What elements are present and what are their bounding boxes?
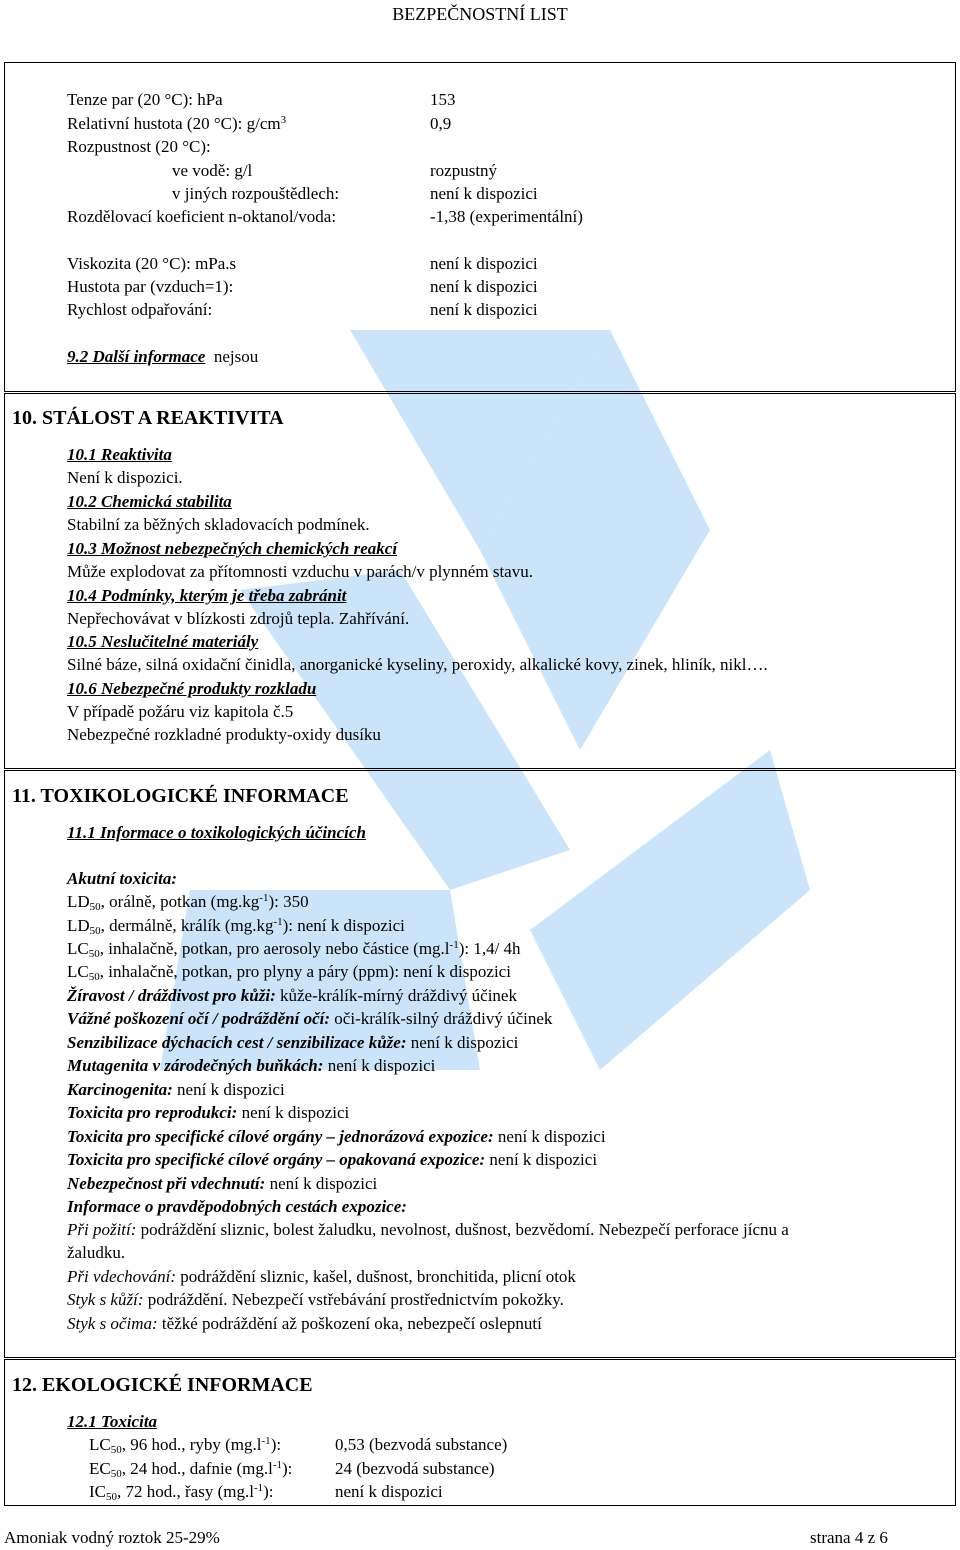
partition-coefficient-value: -1,38 (experimentální) [430, 207, 583, 226]
evaporation-rate-label: Rychlost odpařování: [67, 300, 213, 319]
ec50-daphnia-value: 24 (bezvodá substance) [335, 1459, 495, 1478]
section-10-title: 10. STÁLOST A REAKTIVITA [12, 407, 284, 429]
partition-coefficient-label: Rozdělovací koeficient n-oktanol/voda: [67, 207, 337, 226]
solubility-water-value: rozpustný [430, 161, 498, 180]
stot-repeated: Toxicita pro specifické cílové orgány – opakovaná expozice: není k dispozici [67, 1150, 598, 1169]
vapour-pressure-value: 153 [430, 90, 456, 109]
incompatible-materials-heading: 10.5 Neslučitelné materiály [67, 632, 259, 651]
ic50-algae-value: není k dispozici [335, 1482, 443, 1501]
vapour-density-label: Hustota par (vzduch=1): [67, 277, 234, 296]
solubility-other-label: v jiných rozpouštědlech: [172, 184, 340, 203]
carcinogenicity: Karcinogenita: není k dispozici [67, 1080, 285, 1099]
vapour-density-value: není k dispozici [430, 277, 538, 296]
incompatible-materials-text: Silné báze, silná oxidační činidla, anorganické kyseliny, peroxidy, alkalické kovy, zinek, hliník, nikl…. [67, 655, 768, 674]
solubility-label: Rozpustnost (20 °C): [67, 137, 211, 156]
ic50-algae-label: $IC_{50}$, 72 hod., řasy $(mg.l^{-1})$: [89, 1482, 274, 1503]
ecotoxicity-heading: 12.1 Toxicita [67, 1412, 158, 1431]
skin-corrosion: Žíravost / dráždivost pro kůži: kůže-králík-mírný dráždivý účinek [67, 986, 517, 1005]
decomposition-products-heading: 10.6 Nebezpečné produkty rozkladu [67, 679, 317, 698]
relative-density-value: 0,9 [430, 114, 452, 133]
route-ingestion-cont: žaludku. [67, 1243, 126, 1262]
footer-product-name: Amoniak vodný roztok 25-29% [4, 1528, 220, 1547]
route-inhalation: Při vdechování: podráždění sliznic, kašel, dušnost, bronchitida, plicní otok [67, 1267, 576, 1286]
route-ingestion: Při požití: podráždění sliznic, bolest žaludku, nevolnost, dušnost, bezvědomí. Nebezpečí perforace jícnu a [67, 1220, 789, 1239]
hazardous-reactions-heading: 10.3 Možnost nebezpečných chemických reakcí [67, 539, 398, 558]
route-eyes: Styk s očima: těžké podráždění až poškození oka, nebezpečí oslepnutí [67, 1314, 542, 1333]
acute-toxicity-label: Akutní toxicita: [67, 869, 178, 888]
reproductive-toxicity: Toxicita pro reprodukci: není k dispozici [67, 1103, 350, 1122]
document-header: BEZPEČNOSTNÍ LIST [392, 4, 568, 24]
lc50-fish-value: 0,53 (bezvodá substance) [335, 1435, 508, 1454]
stability-text: Stabilní za běžných skladovacích podmínek. [67, 515, 370, 534]
conditions-to-avoid-text: Nepřechovávat v blízkosti zdrojů tepla. Zahřívání. [67, 609, 410, 628]
vapour-pressure-label: Tenze par (20 °C): hPa [67, 90, 223, 109]
sensitisation: Senzibilizace dýchacích cest / senzibilizace kůže: není k dispozici [67, 1033, 519, 1052]
lc50-fish-label: $LC_{50}$, 96 hod., ryby $(mg.l^{-1})$: [89, 1435, 282, 1456]
decomposition-products-text: Nebezpečné rozkladné produkty-oxidy dusíku [67, 725, 381, 744]
route-skin: Styk s kůží: podráždění. Nebezpečí vstřebávání prostřednictvím pokožky. [67, 1290, 564, 1309]
reactivity-text: Není k dispozici. [67, 468, 183, 487]
aspiration-hazard: Nebezpečnost při vdechnutí: není k dispozici [67, 1174, 378, 1193]
viscosity-label: Viskozita (20 °C): mPa.s [67, 254, 237, 273]
section-12-title: 12. EKOLOGICKÉ INFORMACE [12, 1374, 313, 1396]
lc50-aerosol: $LC_{50}$, inhalačně, potkan, pro aerosoly nebo částice $(mg.l^{-1})$: 1,4/ 4h [67, 939, 521, 960]
mutagenicity: Mutagenita v zárodečných buňkách: není k dispozici [67, 1056, 436, 1075]
conditions-to-avoid-heading: 10.4 Podmínky, kterým je třeba zabránit [67, 586, 347, 605]
stot-single: Toxicita pro specifické cílové orgány – jednorázová expozice: není k dispozici [67, 1127, 606, 1146]
eye-damage: Vážné poškození očí / podráždění očí: oči-králík-silný dráždivý účinek [67, 1009, 553, 1028]
evaporation-rate-value: není k dispozici [430, 300, 538, 319]
viscosity-value: není k dispozici [430, 254, 538, 273]
toxicology-heading: 11.1 Informace o toxikologických účincích [67, 823, 366, 842]
ec50-daphnia-label: $EC_{50}$, 24 hod., dafnie $(mg.l^{-1})$: [89, 1459, 293, 1480]
reactivity-heading: 10.1 Reaktivita [67, 445, 172, 464]
exposure-routes-label: Informace o pravděpodobných cestách expozice: [67, 1197, 407, 1216]
hazardous-reactions-text: Může explodovat za přítomnosti vzduchu v parách/v plynném stavu. [67, 562, 533, 581]
solubility-other-value: není k dispozici [430, 184, 538, 203]
ld50-dermal: $LD_{50}$, dermálně, králík $(mg.kg^{-1})$: není k dispozici [67, 916, 405, 937]
stability-heading: 10.2 Chemická stabilita [67, 492, 232, 511]
other-information: 9.2 Další informace nejsou [67, 347, 259, 366]
section-9-box [4, 62, 956, 392]
section-11-title: 11. TOXIKOLOGICKÉ INFORMACE [12, 785, 349, 807]
solubility-water-label: ve vodě: g/l [172, 161, 253, 180]
ld50-oral: $LD_{50}$, orálně, potkan $(mg.kg^{-1})$: 350 [67, 892, 309, 913]
relative-density-label: Relativní hustota (20 °C): $g/cm^3$ [67, 114, 287, 133]
decomposition-fire-text: V případě požáru viz kapitola č.5 [67, 702, 294, 721]
lc50-gas: $LC_{50}$, inhalačně, potkan, pro plyny a páry (ppm): není k dispozici [67, 962, 511, 983]
footer-page-number: strana 4 z 6 [810, 1528, 888, 1547]
